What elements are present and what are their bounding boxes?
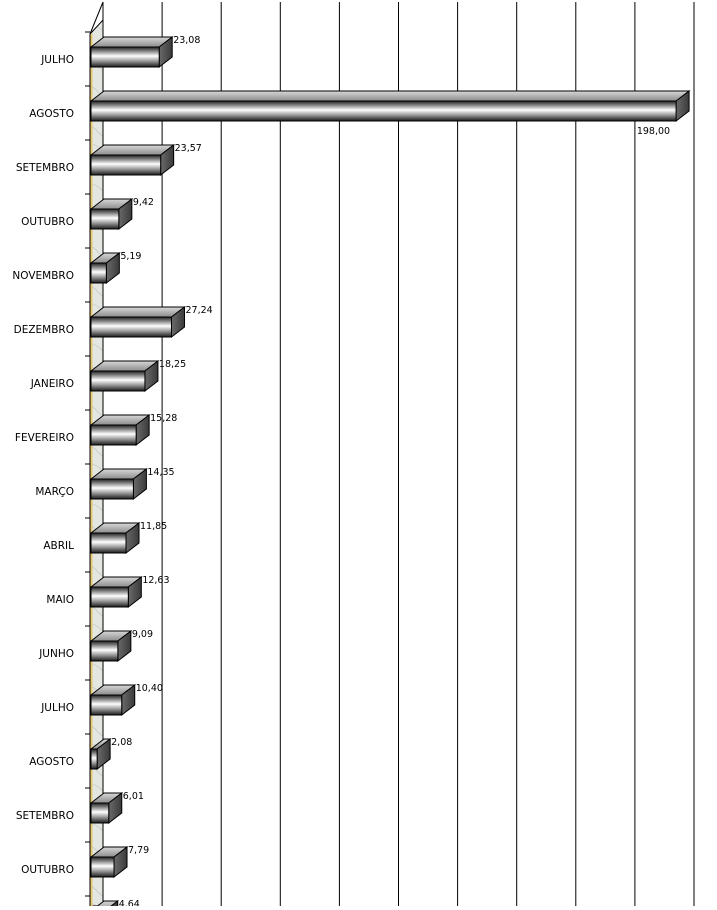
category-label: FEVEREIRO — [14, 432, 74, 444]
category-labels — [12, 54, 74, 876]
value-labels — [111, 35, 670, 906]
bar-top — [91, 37, 172, 47]
value-label: 9,09 — [131, 629, 154, 640]
category-label: JULHO — [41, 54, 74, 66]
value-label: 23,57 — [174, 143, 202, 154]
bar — [91, 749, 97, 769]
category-label: ABRIL — [43, 540, 74, 552]
bar — [91, 47, 159, 67]
value-label: 198,00 — [636, 126, 671, 137]
category-label: AGOSTO — [29, 108, 74, 120]
category-label: OUTUBRO — [21, 864, 74, 876]
value-label: 5,19 — [120, 251, 142, 262]
value-label: 23,08 — [173, 35, 201, 46]
bars — [91, 37, 689, 906]
bar — [91, 155, 161, 175]
category-label: OUTUBRO — [21, 216, 74, 228]
value-label: 18,25 — [158, 359, 187, 370]
bar — [91, 857, 114, 877]
gridlines — [85, 2, 694, 906]
category-label: DEZEMBRO — [13, 324, 74, 336]
value-label: 4,64 — [118, 899, 140, 906]
bar-top — [91, 145, 174, 155]
bar — [91, 317, 171, 337]
value-label: 10,40 — [135, 683, 163, 694]
bar-top — [91, 91, 689, 101]
value-label: 14,35 — [147, 467, 175, 478]
category-label: SETEMBRO — [15, 810, 74, 822]
bar — [91, 803, 109, 823]
category-label: MARÇO — [35, 486, 74, 498]
value-label: 27,24 — [185, 305, 213, 316]
value-label: 9,42 — [132, 197, 154, 208]
bar — [91, 641, 118, 661]
bar — [91, 479, 133, 499]
bar — [91, 695, 122, 715]
category-label: AGOSTO — [29, 756, 74, 768]
value-label: 2,08 — [111, 737, 133, 748]
bar-top — [91, 307, 184, 317]
bar — [91, 101, 676, 121]
value-label: 15,28 — [150, 413, 178, 424]
bar — [91, 587, 128, 607]
category-label: SETEMBRO — [15, 162, 74, 174]
back-wall — [90, 2, 103, 906]
category-label: JUNHO — [39, 648, 74, 660]
bar — [91, 209, 119, 229]
value-label: 7,79 — [128, 845, 150, 856]
category-label: JULHO — [41, 702, 74, 714]
category-label: NOVEMBRO — [12, 270, 74, 282]
bar — [91, 371, 145, 391]
value-label: 12,63 — [142, 575, 170, 586]
bar — [91, 533, 126, 553]
bar — [91, 425, 136, 445]
bar — [91, 263, 106, 283]
category-label: JANEIRO — [30, 378, 74, 390]
value-label: 6,01 — [122, 791, 144, 802]
category-label: MAIO — [46, 594, 74, 606]
value-label: 11,85 — [140, 521, 168, 532]
